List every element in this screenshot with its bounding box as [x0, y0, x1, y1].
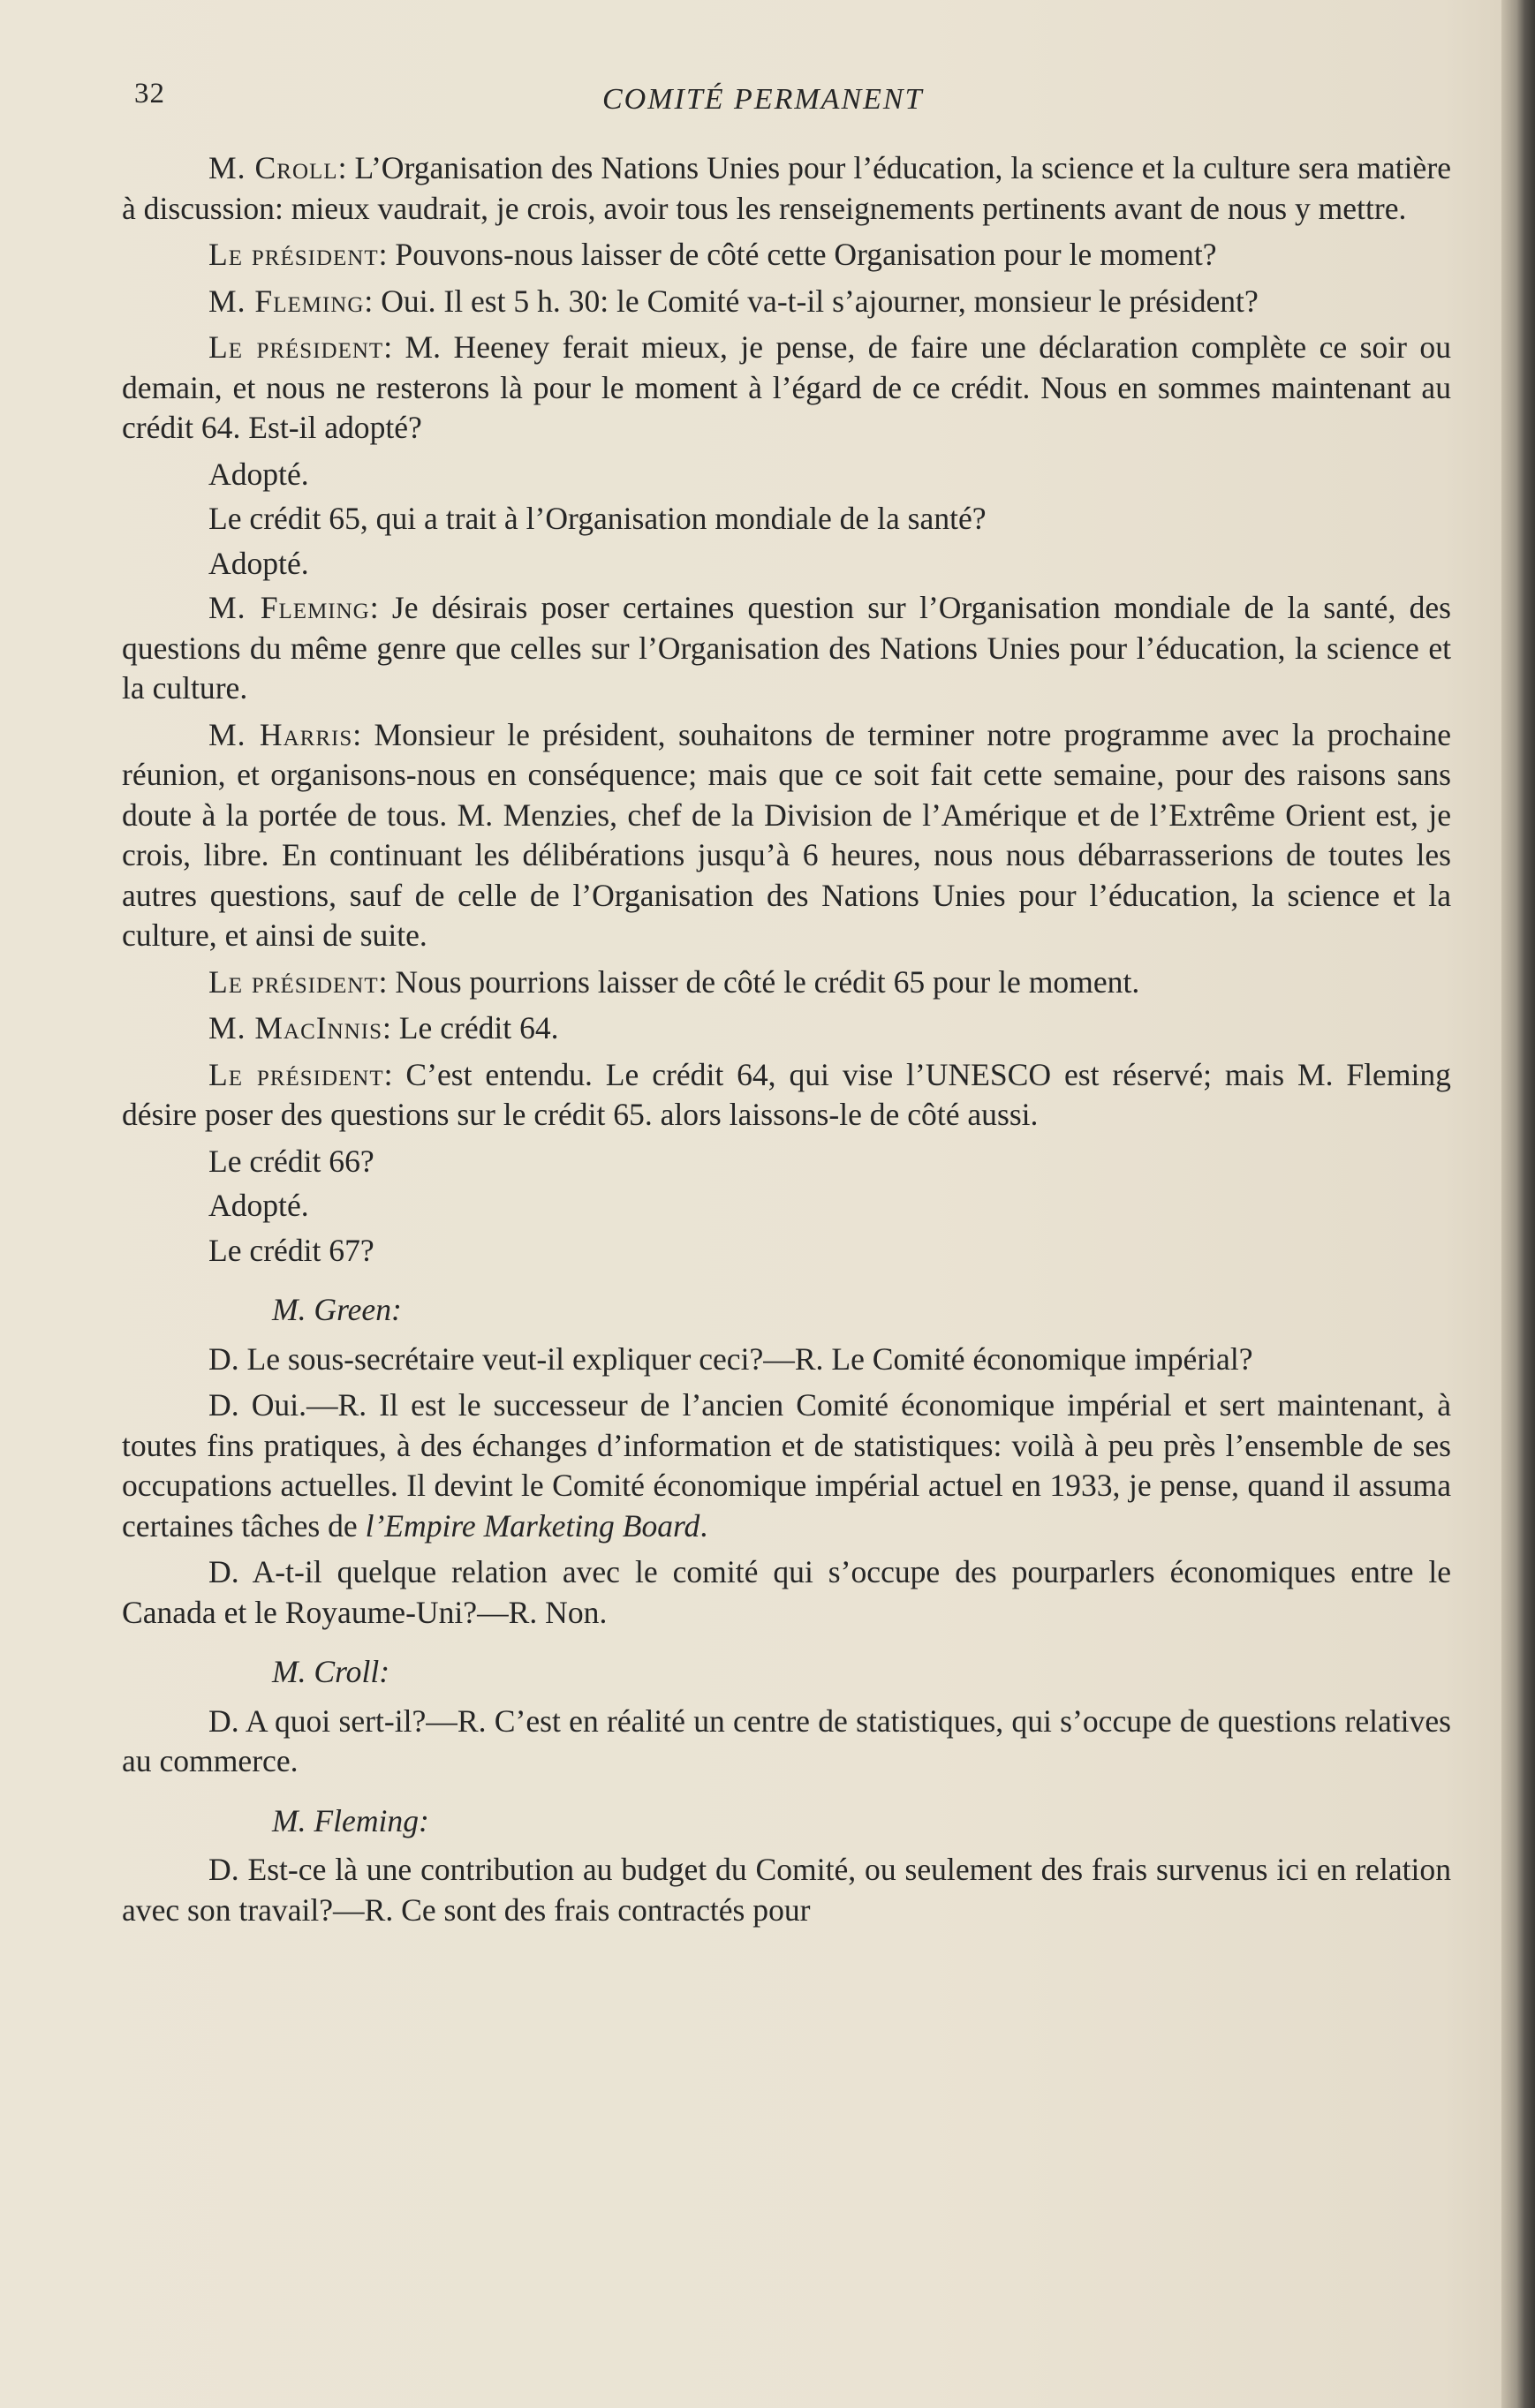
book-binding-edge: [1501, 0, 1535, 2408]
speaker-name: M. Croll: [208, 150, 338, 185]
paragraph-text: Adopté.: [208, 1188, 309, 1223]
paragraph-text: Monsieur le président, souhaitons de terminer notre programme avec la prochaine réunion, et organisons-nous en conséquence; mais que ce soit fait cette semaine, pour des raisons sans doute à la portée de tous. M. Menzies, chef de la Division de l’Amérique et de l’Extrême Orient est, je crois, libre. En continuant les délibérations jusqu’à 6 heures, nous nous débarrasserions de toutes les autres questions, sauf de celle de l’Organisation des Nations Unies pour l’éducation, la science et la culture, et ainsi de suite.: [122, 716, 1452, 953]
paragraph: M. Fleming: Oui. Il est 5 h. 30: le Comité va-t-il s’ajourner, monsieur le président?: [208, 283, 1259, 319]
speaker-name: Le président: [208, 329, 384, 365]
speaker-name: M. Fleming: [208, 283, 365, 319]
paragraph-text: Nous pourrions laisser de côté le crédit 65 pour le moment.: [387, 963, 1140, 1000]
paragraph: [122, 1231, 1451, 1272]
questioner-heading: M. Green:: [272, 1292, 402, 1327]
paragraph-text: L’Organisation des Nations Unies pour l’éducation, la science et la culture sera matière à discussion: mieux vaudrait, je crois, avoir tous les renseignements pertinents avant de nous y mettre.: [122, 150, 1451, 226]
question-answer: D. Le sous-secrétaire veut-il expliquer ceci?—R. Le Comité économique impérial?: [208, 1340, 1253, 1377]
speaker-name: Le président: [208, 237, 379, 272]
paragraph: M. Fleming: Je désirais poser certaines question sur l’Organisation mondiale de la santé, des questions du même genre que celles sur l’Organisation des Nations Unies pour l’éducation, la science et la culture.: [122, 590, 1451, 706]
paragraph-text: Pouvons-nous laisser de côté cette Organisation pour le moment?: [387, 237, 1217, 272]
paragraph-text: Oui. Il est 5 h. 30: le Comité va-t-il s’ajourner, monsieur le président?: [373, 283, 1259, 319]
question-answer: D. A quoi sert-il?—R. C’est en réalité un centre de statistiques, qui s’occupe de questions relatives au commerce.: [122, 1702, 1451, 1778]
paragraph: [122, 1186, 1451, 1227]
running-head-title: COMITÉ PERMANENT: [602, 83, 924, 116]
page-number: 32: [134, 78, 165, 109]
paragraph-text: Le crédit 67?: [208, 1232, 374, 1268]
paragraph: Le président: C’est entendu. Le crédit 64, qui vise l’UNESCO est réservé; mais M. Fleming désire poser des questions sur le crédit 65. alors laissons-le de côté aussi.: [122, 1056, 1451, 1132]
paragraph: [122, 499, 1451, 540]
questioner-heading: M. Fleming:: [272, 1802, 429, 1838]
paragraph-text: Adopté.: [208, 456, 309, 492]
paragraph: M. Harris: Monsieur le président, souhaitons de terminer notre programme avec la prochaine réunion, et organisons-nous en conséquence; mais que ce soit fait cette semaine, pour des raisons sans doute à la portée de tous. M. Menzies, chef de la Division de l’Amérique et de l’Extrême Orient est, je crois, libre. En continuant les délibérations jusqu’à 6 heures, nous nous débarrasserions de toutes les autres questions, sauf de celle de l’Organisation des Nations Unies pour l’éducation, la science et la culture, et ainsi de suite.: [122, 716, 1452, 953]
paragraph-text: Le crédit 65, qui a trait à l’Organisation mondiale de la santé?: [208, 501, 987, 536]
paragraph-text: M. Heeney ferait mieux, je pense, de faire une déclaration complète ce soir ou demain, et nous ne resterons là pour le moment à l’égard de ce crédit. Nous en sommes maintenant au crédit 64. Est-il adopté?: [122, 329, 1451, 445]
body-text: [122, 148, 1451, 1936]
paragraph: [122, 455, 1451, 495]
questioner-heading: M. Croll:: [272, 1654, 390, 1689]
speaker-name: Le président: [208, 963, 379, 1000]
speaker-name: M. Harris: [208, 716, 353, 752]
paragraph: [122, 544, 1451, 585]
paragraph-text: Le crédit 64.: [390, 1010, 559, 1045]
paragraph: Le président: Pouvons-nous laisser de côté cette Organisation pour le moment?: [208, 237, 1217, 272]
paragraph: [122, 1142, 1451, 1182]
speaker-name: Le président: [208, 1056, 384, 1092]
paragraph-text: C’est entendu. Le crédit 64, qui vise l’UNESCO est réservé; mais M. Fleming désire poser des questions sur le crédit 65. alors laissons-le de côté aussi.: [122, 1056, 1451, 1132]
paragraph-text: Je désirais poser certaines question sur l’Organisation mondiale de la santé, des questions du même genre que celles sur l’Organisation des Nations Unies pour l’éducation, la science et la culture.: [122, 590, 1451, 706]
paragraph: M. Croll: L’Organisation des Nations Unies pour l’éducation, la science et la culture sera matière à discussion: mieux vaudrait, je crois, avoir tous les renseignements pertinents avant de nous y mettre.: [122, 150, 1451, 226]
speaker-name: M. MacInnis: [208, 1010, 382, 1045]
paragraph: M. MacInnis: Le crédit 64.: [208, 1010, 559, 1045]
paragraph: Le président: M. Heeney ferait mieux, je pense, de faire une déclaration complète ce soir ou demain, et nous ne resterons là pour le moment à l’égard de ce crédit. Nous en sommes maintenant au crédit 64. Est-il adopté?: [122, 329, 1451, 445]
question-answer: D. Est-ce là une contribution au budget du Comité, ou seulement des frais survenus ici en relation avec son travail?—R. Ce sont des frais contractés pour: [122, 1852, 1451, 1928]
running-head: [134, 78, 1450, 122]
question-answer: D. Oui.—R. Il est le successeur de l’ancien Comité économique impérial et sert maintenant, à toutes fins pratiques, à des échanges d’information et de statistiques: voilà à peu près l’ensemble de ses occupations actuelles. Il devint le Comité économique impérial actuel en 1933, je pense, quand il assuma certaines tâches de l’Empire Marketing Board.: [122, 1387, 1451, 1544]
paragraph-text: Adopté.: [208, 545, 309, 581]
speaker-name: M. Fleming: [208, 590, 370, 625]
paragraph: Le président: Nous pourrions laisser de côté le crédit 65 pour le moment.: [208, 963, 1140, 1000]
paragraph-text: Le crédit 66?: [208, 1143, 374, 1179]
question-answer: D. A-t-il quelque relation avec le comité qui s’occupe des pourparlers économiques entre le Canada et le Royaume-Uni?—R. Non.: [122, 1554, 1451, 1630]
